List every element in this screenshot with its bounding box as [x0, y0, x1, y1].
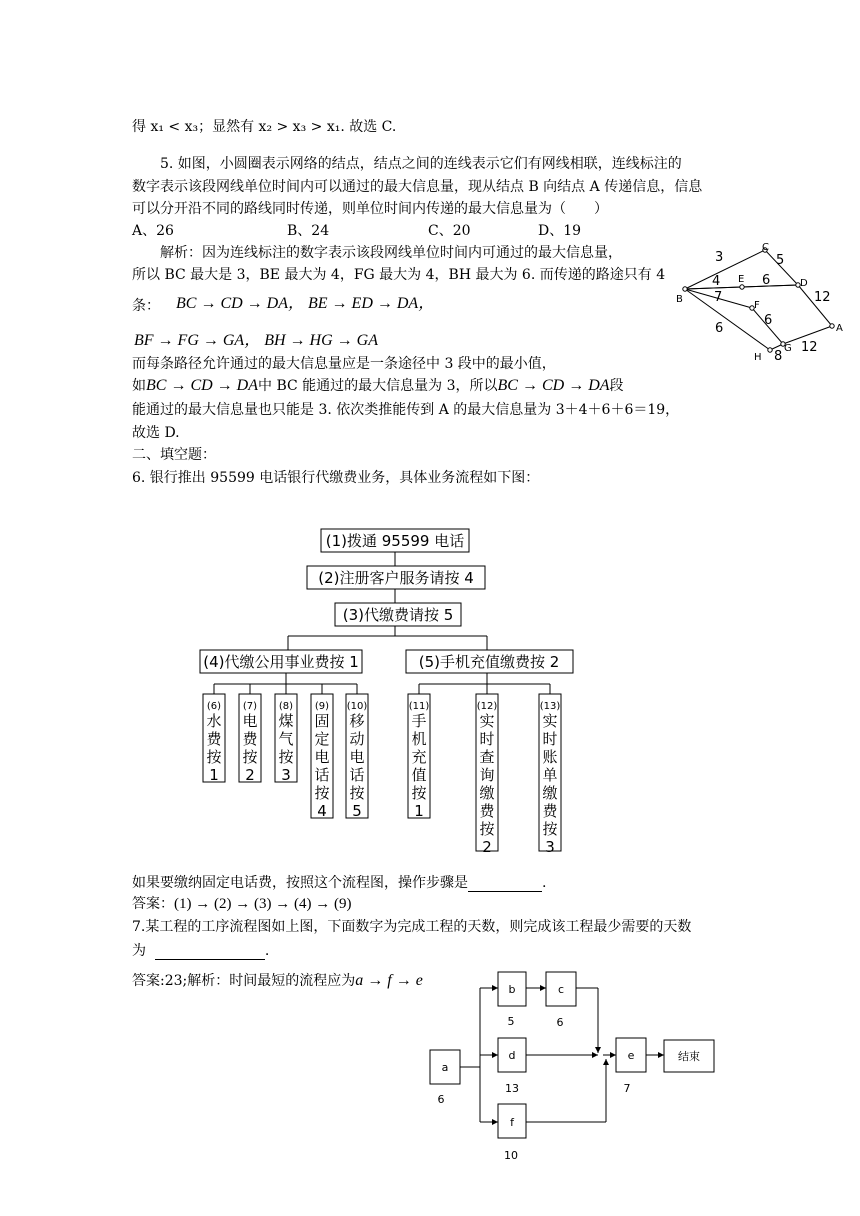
box-label: d — [508, 1049, 516, 1062]
leaf-char: 缴 — [479, 784, 495, 802]
path-expression: BC → CD → DA — [497, 377, 610, 394]
leaf-char: 费 — [206, 730, 222, 748]
leaf-char: 话 — [349, 766, 365, 784]
node-label: A — [836, 323, 843, 334]
leaf-number: (6) — [206, 701, 222, 712]
q5-line-1: 5. 如图，小圆圈表示网络的结点，结点之间的连线表示它们有网线相联，连线标注的 — [160, 156, 682, 172]
leaf-char: 2 — [482, 838, 492, 854]
day-label: 6 — [437, 1093, 445, 1106]
node-label: G — [784, 343, 792, 354]
leaf-char: 2 — [245, 766, 255, 784]
option-c: C、20 — [428, 223, 471, 239]
leaf-char: 按 — [242, 748, 258, 766]
leaf-char: 询 — [479, 766, 495, 784]
text: 答案:23;解析：时间最短的流程应为 — [132, 973, 356, 989]
leaf-char: 4 — [317, 802, 327, 820]
edge-label: 6 — [762, 273, 771, 288]
edge-label: 8 — [774, 349, 783, 364]
leaf-char: 动 — [349, 730, 365, 748]
leaf-char: 时 — [542, 730, 558, 748]
leaf-char: 定 — [314, 730, 330, 748]
q7-line-1: 7.某工程的工序流程图如上图，下面数字为完成工程的天数，则完成该工程最少需要的天数 — [132, 919, 692, 935]
leaf-number: (7) — [242, 701, 258, 712]
leaf-char: 1 — [414, 802, 424, 820]
leaf-char: 值 — [411, 766, 427, 784]
text: . — [264, 943, 270, 959]
node-label: H — [754, 352, 762, 363]
text: 如 — [132, 378, 146, 394]
q7-answer — [132, 972, 423, 990]
box-label: b — [508, 983, 516, 996]
process-flowchart — [420, 966, 730, 1166]
flow-step-3: (3)代缴费请按 5 — [342, 606, 454, 624]
analysis-line-4: 而每条路径允许通过的最大信息量应是一条途径中 3 段中的最小值， — [132, 356, 556, 372]
q5-line-3: 可以分开沿不同的路线同时传递，则单位时间内传递的最大信息量为（ ） — [132, 201, 608, 217]
leaf-number: (13) — [539, 701, 561, 712]
leaf-char: 按 — [542, 820, 558, 838]
answer-blank — [468, 891, 542, 892]
edge-label: 7 — [714, 290, 723, 305]
leaf-char: 费 — [542, 802, 558, 820]
leaf-char: 移 — [349, 712, 365, 730]
analysis-line-5 — [132, 377, 624, 395]
option-d: D、19 — [538, 223, 582, 239]
leaf-char: 按 — [206, 748, 222, 766]
q6-answer — [132, 895, 351, 913]
day-label: 10 — [504, 1149, 518, 1162]
leaf-char: 缴 — [542, 784, 558, 802]
edge-label: 6 — [764, 313, 773, 328]
leaf-char: 账 — [542, 748, 558, 766]
box-label: f — [510, 1116, 514, 1129]
node-label: E — [738, 274, 745, 285]
analysis-line-3: 条： — [132, 298, 160, 314]
leaf-char: 固 — [314, 712, 330, 730]
leaf-char: 1 — [209, 766, 219, 784]
leaf-char: 按 — [349, 784, 365, 802]
leaf-number: (8) — [278, 701, 294, 712]
leaf-char: 气 — [278, 730, 294, 748]
q5-line-2: 数字表示该段网线单位时间内可以通过的最大信息量，现从结点 B 向结点 A 传递信息，信息 — [132, 179, 703, 195]
node-label: D — [800, 278, 808, 289]
path-expression: BC → CD → DA — [146, 377, 258, 394]
analysis-line-7: 故选 D. — [132, 425, 180, 441]
flow-branch-5: (5)手机充值缴费按 2 — [418, 653, 560, 671]
node-label: F — [754, 300, 760, 311]
leaf-char: 机 — [411, 730, 427, 748]
leaf-char: 单 — [542, 766, 558, 784]
box-label: a — [441, 1061, 449, 1074]
leaf-char: 按 — [314, 784, 330, 802]
leaf-char: 实 — [479, 712, 495, 730]
leaf-char: 电 — [242, 712, 258, 730]
leaf-char: 费 — [242, 730, 258, 748]
node-label: C — [762, 242, 769, 253]
day-label: 7 — [623, 1082, 631, 1095]
flow-branch-4: (4)代缴公用事业费按 1 — [203, 653, 359, 671]
leaf-char: 电 — [349, 748, 365, 766]
edge-label: 3 — [715, 250, 724, 265]
text: 段 — [609, 378, 624, 394]
leaf-number: (9) — [314, 701, 330, 712]
analysis-line-6: 能通过的最大信息量也只能是 3. 依次类推能传到 A 的最大信息量为 3＋4＋6＋6＝19， — [132, 402, 680, 418]
answer-steps: (1) → (2) → (3) → (4) → (9) — [174, 896, 352, 912]
answer-blank — [155, 959, 265, 960]
day-label: 6 — [556, 1016, 564, 1029]
leaf-char: 3 — [545, 838, 555, 854]
q6-line: 6. 银行推出 95599 电话银行代缴费业务，具体业务流程如下图： — [132, 470, 540, 486]
leaf-char: 5 — [352, 802, 362, 820]
leaf-char: 按 — [411, 784, 427, 802]
edge-label: 12 — [801, 340, 818, 355]
q6-question — [132, 874, 546, 892]
paths-line-1: BC → CD → DA， BE → ED → DA， — [176, 295, 435, 312]
day-label: 5 — [507, 1015, 515, 1028]
leaf-char: 手 — [411, 712, 427, 730]
leaf-char: 3 — [281, 766, 291, 784]
box-label: 结束 — [678, 1050, 700, 1063]
section-heading: 二、填空题： — [132, 447, 216, 463]
leaf-char: 实 — [542, 712, 558, 730]
day-label: 13 — [505, 1082, 519, 1095]
text: 为 — [132, 943, 146, 959]
leaf-number: (11) — [408, 701, 430, 712]
node-label: B — [676, 294, 683, 305]
bank-flowchart — [196, 524, 586, 854]
leaf-number: (10) — [346, 701, 368, 712]
network-diagram — [670, 238, 852, 370]
box-label: e — [627, 1049, 635, 1062]
option-b: B、24 — [287, 223, 330, 239]
line-1: 得 x₁ < x₃；显然有 x₂ > x₃ > x₁. 故选 C. — [132, 119, 397, 135]
text: 如果要缴纳固定电话费，按照这个流程图，操作步骤是 — [132, 875, 468, 891]
leaf-char: 水 — [206, 712, 222, 730]
leaf-char: 煤 — [278, 712, 294, 730]
leaf-char: 费 — [479, 802, 495, 820]
leaf-char: 按 — [479, 820, 495, 838]
paths-line-2: BF → FG → GA， BH → HG → GA — [134, 332, 378, 349]
leaf-char: 按 — [278, 748, 294, 766]
answer-label: 答案： — [132, 896, 174, 912]
leaf-char: 查 — [479, 748, 495, 766]
edge-label: 4 — [712, 274, 721, 289]
leaf-char: 话 — [314, 766, 330, 784]
edge-label: 6 — [715, 321, 724, 336]
edge-label: 5 — [776, 253, 785, 268]
leaf-char: 充 — [411, 748, 427, 766]
flow-step-2: (2)注册客户服务请按 4 — [318, 569, 474, 587]
q7-line-2 — [132, 942, 269, 960]
leaf-char: 电 — [314, 748, 330, 766]
flow-step-1: (1)拨通 95599 电话 — [325, 532, 465, 550]
analysis-line-1: 解析：因为连线标注的数字表示该段网线单位时间内可通过的最大信息量， — [160, 245, 622, 261]
text: . — [542, 875, 547, 891]
analysis-line-2: 所以 BC 最大是 3，BE 最大为 4，FG 最大为 4，BH 最大为 6. 而传递的路途只有 4 — [132, 267, 666, 283]
leaf-number: (12) — [476, 701, 498, 712]
option-a: A、26 — [132, 223, 174, 239]
box-label: c — [557, 983, 565, 996]
text: 中 BC 能通过的最大信息量为 3，所以 — [258, 378, 498, 394]
path-expression: a → f → e — [355, 972, 423, 989]
leaf-char: 时 — [479, 730, 495, 748]
edge-label: 12 — [814, 290, 831, 305]
